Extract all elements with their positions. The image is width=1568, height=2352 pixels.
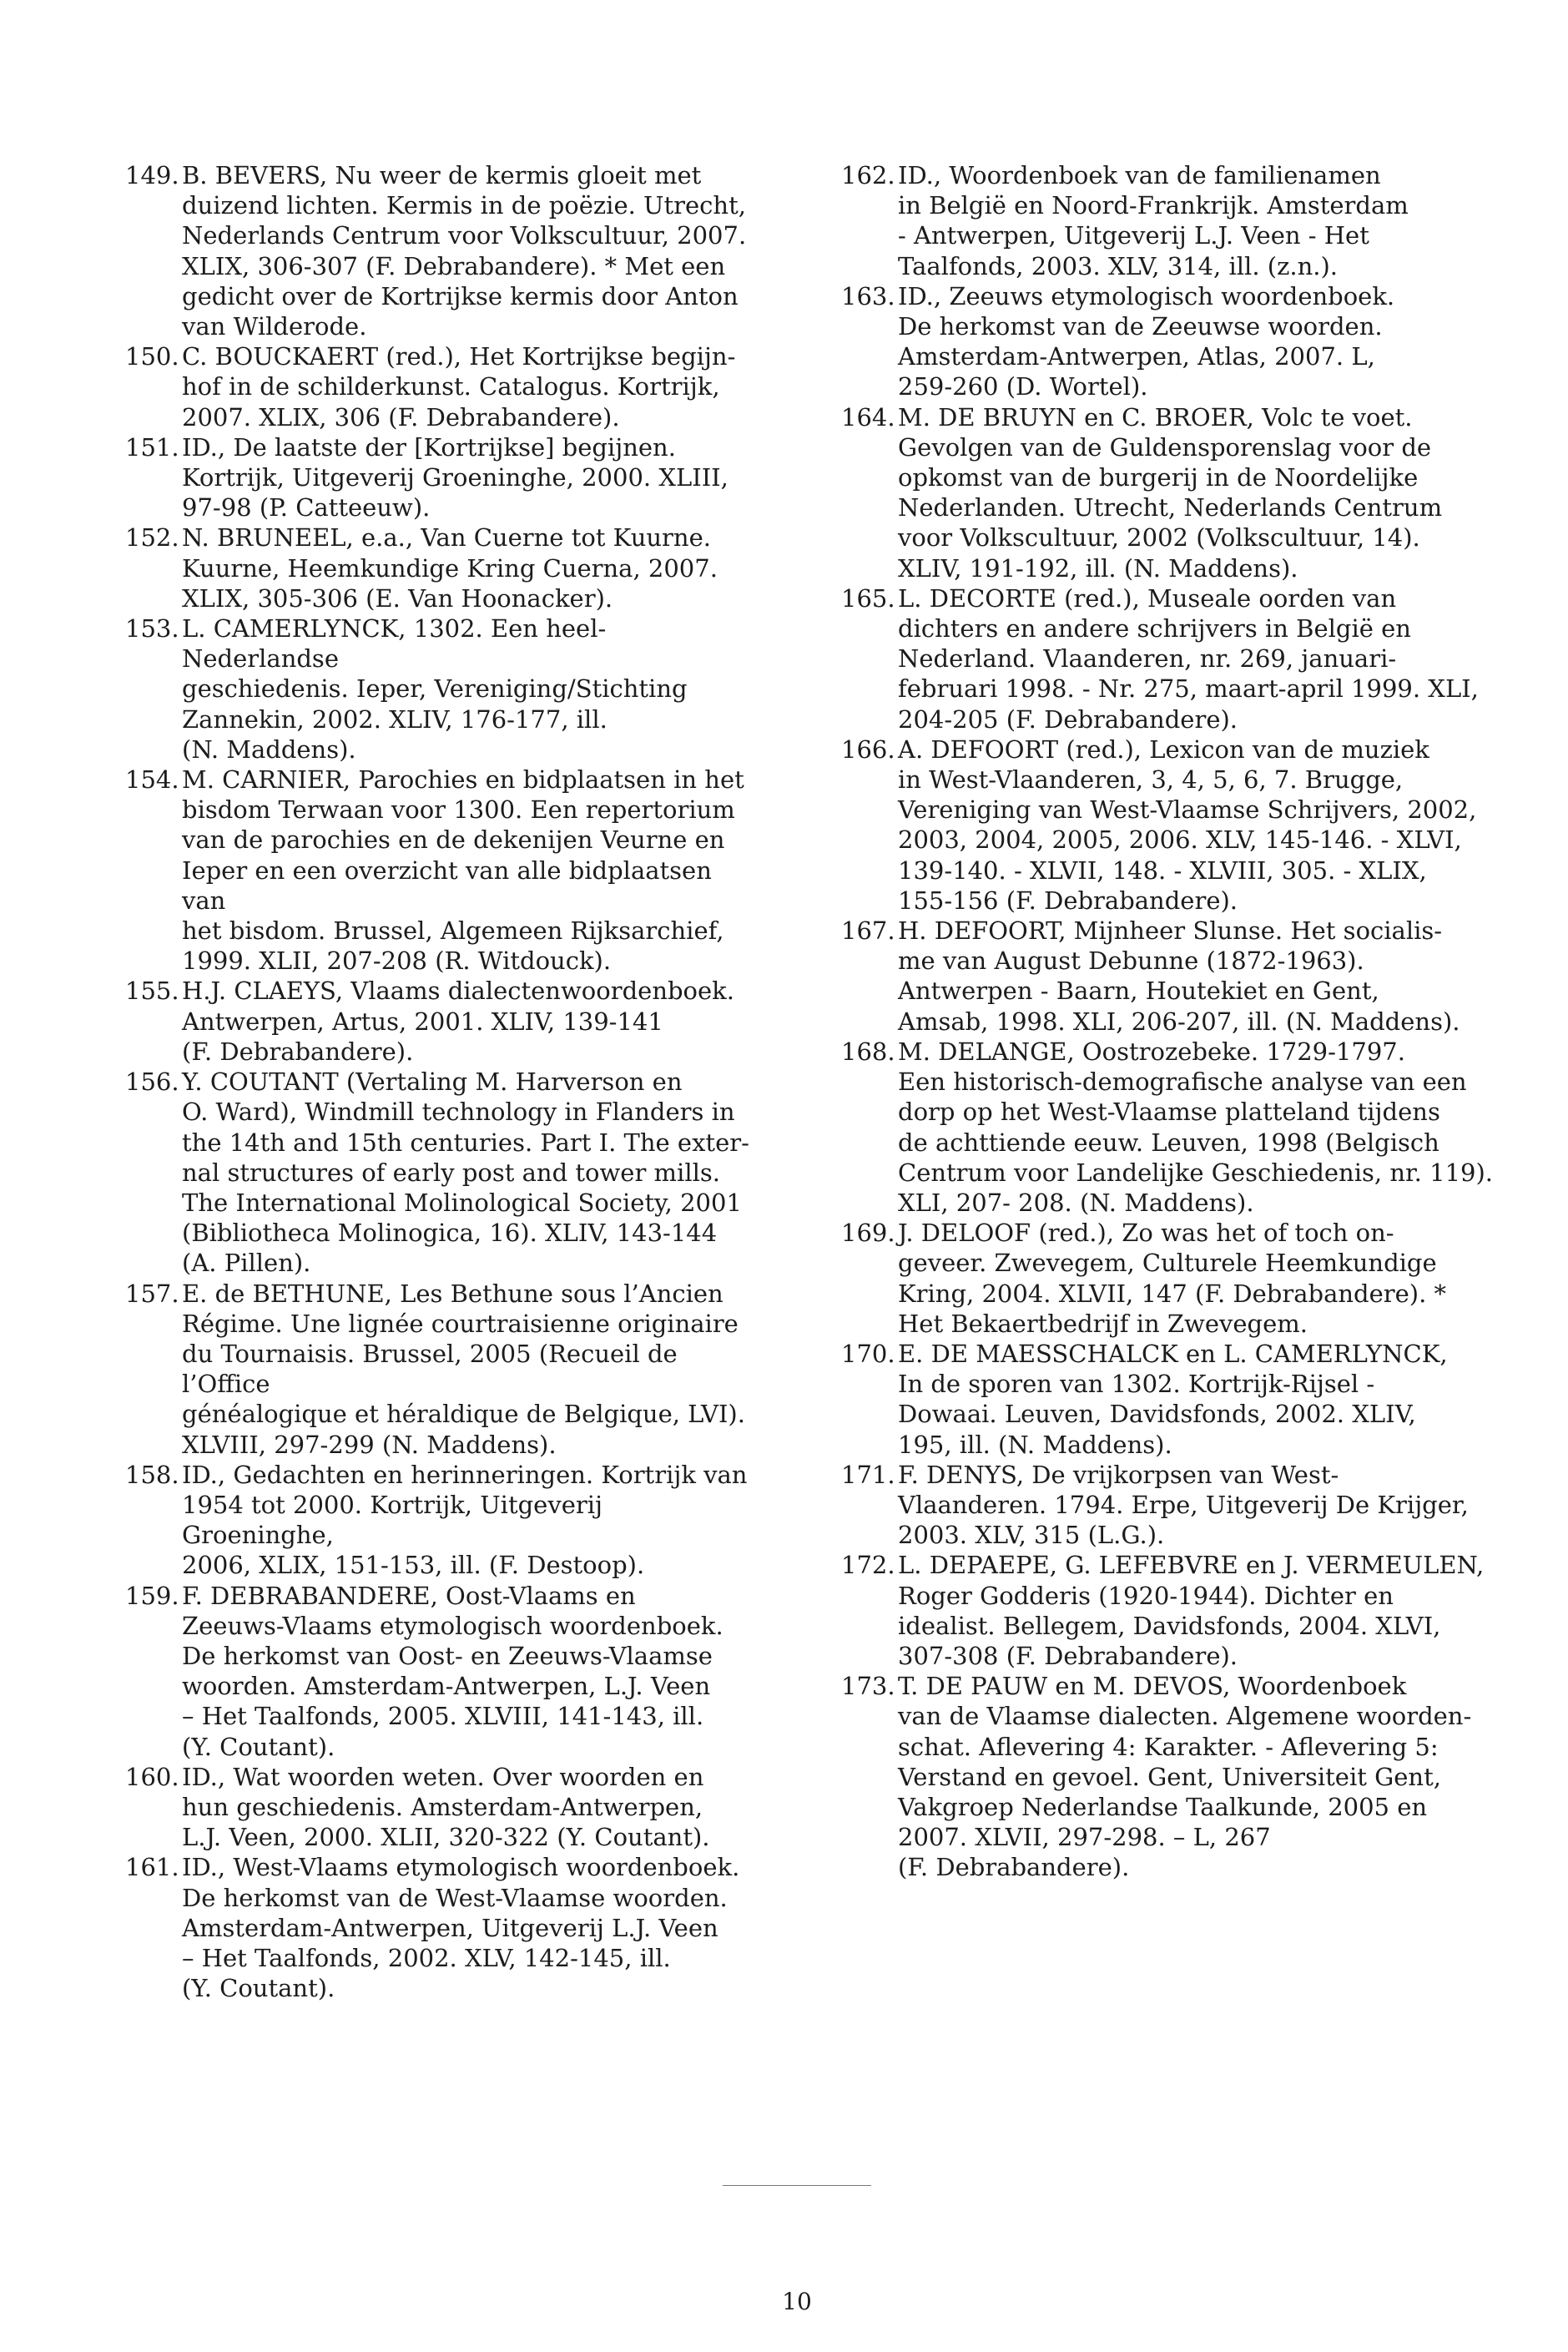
entry-line: 139-140. - XLVII, 148. - XLVIII, 305. - XLIX,	[898, 856, 1427, 885]
entry-line: Amsterdam-Antwerpen, Atlas, 2007. L,	[898, 342, 1375, 371]
entry-text	[898, 402, 1496, 583]
entry-text	[182, 765, 759, 976]
entry-line: dorp op het West-Vlaamse platteland tijdens	[898, 1098, 1440, 1127]
bibliography-entry	[841, 1037, 1496, 1218]
bibliography-entry	[125, 613, 759, 765]
entry-line: Kortrijk, Uitgeverij Groeninghe, 2000. XLIII,	[182, 463, 729, 492]
entry-line: 204-205 (F. Debrabandere).	[898, 704, 1238, 734]
entry-text	[182, 1581, 759, 1762]
entry-line: XLI, 207- 208. (N. Maddens).	[898, 1188, 1254, 1217]
entry-line: Amsab, 1998. XLI, 206-207, ill. (N. Maddens).	[898, 1007, 1460, 1036]
entry-line: De herkomst van de West-Vlaamse woorden.	[182, 1883, 728, 1912]
entry-line: Régime. Une lignée courtraisienne originaire	[182, 1309, 739, 1338]
entry-number: 172.	[841, 1551, 895, 1580]
bibliography-entry	[125, 522, 759, 613]
entry-line: ID., De laatste der [Kortrijkse] begijnen.	[182, 432, 676, 462]
entry-line: idealist. Bellegem, Davidsfonds, 2004. XLVI,	[898, 1611, 1441, 1640]
entry-line: In de sporen van 1302. Kortrijk-Rijsel -	[898, 1370, 1375, 1399]
entry-line: the 14th and 15th centuries. Part I. The exter-	[182, 1128, 749, 1157]
entry-line: Kring, 2004. XLVII, 147 (F. Debrabandere). *	[898, 1279, 1447, 1308]
bibliography-entry	[841, 1218, 1496, 1339]
entry-number: 149.	[125, 161, 179, 189]
bibliography-entry	[841, 160, 1496, 281]
entry-line: van de parochies en de dekenijen Veurne en	[182, 825, 725, 855]
entry-line: J. DELOOF (red.), Zo was het of toch on-	[898, 1219, 1394, 1248]
entry-line: van de Vlaamse dialecten. Algemene woorden-	[898, 1702, 1472, 1731]
entry-text	[182, 341, 759, 432]
entry-line: Kuurne, Heemkundige Kring Cuerna, 2007.	[182, 553, 718, 583]
entry-text	[182, 1279, 759, 1460]
entry-line: 307-308 (F. Debrabandere).	[898, 1641, 1238, 1670]
entry-number: 159.	[125, 1581, 179, 1610]
entry-line: Dowaai. Leuven, Davidsfonds, 2002. XLIV,	[898, 1400, 1416, 1429]
entry-line: februari 1998. - Nr. 275, maart-april 1999. XLI,	[898, 674, 1479, 704]
entry-line: Het Bekaertbedrijf in Zwevegem.	[898, 1309, 1308, 1338]
entry-line: bisdom Terwaan voor 1300. Een repertorium	[182, 795, 735, 825]
entry-line: B. BEVERS, Nu weer de kermis gloeit met	[182, 161, 702, 189]
bibliography-entry	[125, 765, 759, 976]
entry-number: 169.	[841, 1219, 895, 1248]
entry-line: het bisdom. Brussel, Algemeen Rijksarchief,	[182, 916, 724, 946]
entry-line: – Het Taalfonds, 2002. XLV, 142-145, ill.	[182, 1943, 671, 1972]
entry-line: (F. Debrabandere).	[182, 1037, 414, 1066]
entry-line: Nederland. Vlaanderen, nr. 269, januari-	[898, 644, 1397, 674]
bibliography-entry	[841, 583, 1496, 734]
entry-line: in België en Noord-Frankrijk. Amsterdam	[898, 191, 1409, 220]
bibliography-entry	[125, 432, 759, 523]
entry-number: 155.	[125, 977, 179, 1006]
entry-line: hof in de schilderkunst. Catalogus. Kortrijk,	[182, 372, 720, 401]
bibliography-entry	[125, 1067, 759, 1278]
entry-number: 162.	[841, 161, 895, 189]
entry-line: woorden. Amsterdam-Antwerpen, L.J. Veen	[182, 1672, 711, 1701]
entry-line: schat. Aflevering 4: Karakter. - Aflevering 5:	[898, 1732, 1439, 1761]
entry-number: 157.	[125, 1279, 179, 1308]
entry-line: Zeeuws-Vlaams etymologisch woordenboek.	[182, 1611, 723, 1640]
entry-number: 153.	[125, 614, 179, 644]
entry-number: 151.	[125, 432, 179, 462]
entry-line: N. BRUNEEL, e.a., Van Cuerne tot Kuurne.	[182, 523, 711, 553]
bibliography-entry	[841, 281, 1496, 402]
bibliography-entry	[125, 1852, 759, 2003]
bibliography-entry	[125, 1581, 759, 1762]
page-number: 10	[782, 2288, 812, 2315]
bibliography-entry	[125, 976, 759, 1067]
entry-line: (A. Pillen).	[182, 1249, 311, 1278]
entry-line: 2006, XLIX, 151-153, ill. (F. Destoop).	[182, 1551, 645, 1580]
entry-line: H.J. CLAEYS, Vlaams dialectenwoordenboek.	[182, 977, 734, 1006]
entry-line: geschiedenis. Ieper, Vereniging/Stichting	[182, 674, 688, 704]
entry-line: in West-Vlaanderen, 3, 4, 5, 6, 7. Brugge,	[898, 765, 1404, 795]
entry-number: 160.	[125, 1762, 179, 1791]
entry-line: (N. Maddens).	[182, 734, 356, 764]
entry-line: hun geschiedenis. Amsterdam-Antwerpen,	[182, 1792, 703, 1821]
bibliography-entry	[841, 1550, 1496, 1671]
entry-line: de achttiende eeuw. Leuven, 1998 (Belgisch	[898, 1128, 1439, 1157]
entry-line: 1954 tot 2000. Kortrijk, Uitgeverij Groeninghe,	[182, 1490, 603, 1550]
entry-line: The International Molinological Society, 2001	[182, 1188, 742, 1217]
entry-text	[898, 1037, 1496, 1218]
entry-line: Antwerpen, Artus, 2001. XLIV, 139-141	[182, 1007, 663, 1036]
entry-line: C. BOUCKAERT (red.), Het Kortrijkse begijn-	[182, 342, 736, 371]
bibliography-entry	[125, 1279, 759, 1460]
entry-number: 166.	[841, 734, 895, 764]
entry-line: ID., Zeeuws etymologisch woordenboek.	[898, 281, 1395, 310]
entry-number: 163.	[841, 281, 895, 310]
entry-line: 195, ill. (N. Maddens).	[898, 1430, 1172, 1459]
entry-line: opkomst van de burgerij in de Noordelijke	[898, 463, 1419, 492]
entry-line: geveer. Zwevegem, Culturele Heemkundige	[898, 1249, 1437, 1278]
entry-text	[182, 1852, 759, 2003]
entry-line: Nederlanden. Utrecht, Nederlands Centrum	[898, 493, 1443, 522]
entry-text	[182, 522, 759, 613]
entry-line: gedicht over de Kortrijkse kermis door Anton	[182, 281, 739, 310]
entry-line: Centrum voor Landelijke Geschiedenis, nr. 119).	[898, 1158, 1494, 1187]
entry-line: 2003, 2004, 2005, 2006. XLV, 145-146. - XLVI,	[898, 825, 1462, 855]
entry-line: duizend lichten. Kermis in de poëzie. Utrecht,	[182, 191, 746, 220]
entry-text	[898, 160, 1496, 281]
entry-line: voor Volkscultuur, 2002 (Volkscultuur, 14).	[898, 523, 1420, 553]
entry-number: 150.	[125, 342, 179, 371]
entry-line: – Het Taalfonds, 2005. XLVIII, 141-143, ill.	[182, 1702, 704, 1731]
entry-line: Zannekin, 2002. XLIV, 176-177, ill.	[182, 704, 608, 734]
entry-number: 171.	[841, 1460, 895, 1489]
bibliography-entry	[125, 1762, 759, 1853]
entry-line: généalogique et héraldique de Belgique, LVI).	[182, 1400, 745, 1429]
entry-line: Vereniging van West-Vlaamse Schrijvers, 2002,	[898, 795, 1477, 825]
entry-number: 156.	[125, 1067, 179, 1097]
bibliography-entry	[841, 1339, 1496, 1460]
entry-text	[898, 916, 1496, 1037]
entry-line: Gevolgen van de Guldensporenslag voor de	[898, 432, 1432, 462]
entry-line: Amsterdam-Antwerpen, Uitgeverij L.J. Veen	[182, 1913, 718, 1942]
entry-line: ID., Gedachten en herinneringen. Kortrijk van	[182, 1460, 748, 1489]
entry-number: 173.	[841, 1672, 895, 1701]
entry-text	[898, 1671, 1496, 1882]
entry-line: De herkomst van de Zeeuwse woorden.	[898, 312, 1383, 341]
entry-number: 168.	[841, 1037, 895, 1066]
bibliography-entry	[841, 402, 1496, 583]
footer-divider	[723, 2185, 871, 2186]
entry-line: Verstand en gevoel. Gent, Universiteit Gent,	[898, 1762, 1441, 1791]
entry-line: H. DEFOORT, Mijnheer Slunse. Het socialis-	[898, 916, 1443, 946]
entry-line: E. DE MAESSCHALCK en L. CAMERLYNCK,	[898, 1339, 1448, 1368]
entry-line: A. DEFOORT (red.), Lexicon van de muziek	[898, 734, 1429, 764]
entry-line: M. DELANGE, Oostrozebeke. 1729-1797.	[898, 1037, 1405, 1066]
entry-line: Nederlands Centrum voor Volkscultuur, 2007.	[182, 221, 747, 250]
entry-line: Een historisch-demografische analyse van een	[898, 1067, 1467, 1097]
entry-line: me van August Debunne (1872-1963).	[898, 946, 1364, 976]
entry-number: 161.	[125, 1853, 179, 1882]
entry-number: 170.	[841, 1339, 895, 1368]
entry-line: (F. Debrabandere).	[898, 1853, 1130, 1882]
entry-line: 97-98 (P. Catteeuw).	[182, 493, 431, 522]
entry-line: F. DEBRABANDERE, Oost-Vlaams en	[182, 1581, 636, 1610]
entry-line: Taalfonds, 2003. XLV, 314, ill. (z.n.).	[898, 251, 1338, 280]
entry-line: (Y. Coutant).	[182, 1974, 335, 2003]
bibliography-entry	[841, 916, 1496, 1037]
entry-line: L. DECORTE (red.), Museale oorden van	[898, 583, 1397, 613]
entry-line: XLIV, 191-192, ill. (N. Maddens).	[898, 553, 1298, 583]
entry-line: du Tournaisis. Brussel, 2005 (Recueil de l’Office	[182, 1339, 678, 1399]
entry-number: 164.	[841, 402, 895, 432]
bibliography-entry	[841, 1671, 1496, 1882]
bibliography-entry	[841, 734, 1496, 916]
entry-line: ID., Woordenboek van de familienamen	[898, 161, 1381, 189]
entry-line: Roger Godderis (1920-1944). Dichter en	[898, 1581, 1394, 1610]
entry-text	[898, 583, 1496, 734]
entry-text	[898, 1460, 1496, 1551]
entry-line: 2007. XLIX, 306 (F. Debrabandere).	[182, 402, 620, 432]
entry-line: E. de BETHUNE, Les Bethune sous l’Ancien	[182, 1279, 723, 1308]
entry-line: dichters en andere schrijvers in België en	[898, 614, 1411, 644]
entry-line: 259-260 (D. Wortel).	[898, 372, 1148, 401]
entry-number: 167.	[841, 916, 895, 946]
entry-line: Antwerpen - Baarn, Houtekiet en Gent,	[898, 977, 1379, 1006]
bibliography-entry	[841, 1460, 1496, 1551]
entry-line: M. CARNIER, Parochies en bidplaatsen in het	[182, 765, 744, 795]
entry-number: 165.	[841, 583, 895, 613]
entry-line: nal structures of early post and tower mills.	[182, 1158, 720, 1187]
entry-line: (Y. Coutant).	[182, 1732, 335, 1761]
entry-line: 2003. XLV, 315 (L.G.).	[898, 1521, 1165, 1550]
left-column	[125, 160, 759, 2003]
entry-line: 155-156 (F. Debrabandere).	[898, 886, 1238, 915]
entry-line: L. CAMERLYNCK, 1302. Een heel-Nederlandse	[182, 614, 607, 674]
entry-line: Y. COUTANT (Vertaling M. Harverson en	[182, 1067, 683, 1097]
entry-line: F. DENYS, De vrijkorpsen van West-	[898, 1460, 1339, 1489]
entry-line: Vakgroep Nederlandse Taalkunde, 2005 en	[898, 1792, 1428, 1821]
entry-line: Ieper en een overzicht van alle bidplaatsen van	[182, 856, 712, 915]
entry-line: XLVIII, 297-299 (N. Maddens).	[182, 1430, 557, 1459]
entry-text	[898, 1550, 1496, 1671]
entry-number: 154.	[125, 765, 179, 795]
entry-line: van Wilderode.	[182, 312, 367, 341]
entry-text	[898, 281, 1496, 402]
entry-text	[182, 976, 759, 1067]
entry-number: 152.	[125, 523, 179, 553]
entry-text	[182, 432, 759, 523]
entry-text	[898, 734, 1496, 916]
entry-text	[182, 1067, 759, 1278]
entry-line: L.J. Veen, 2000. XLII, 320-322 (Y. Coutant).	[182, 1823, 710, 1852]
entry-line: XLIX, 305-306 (E. Van Hoonacker).	[182, 583, 613, 613]
entry-text	[182, 1762, 759, 1853]
entry-line: O. Ward), Windmill technology in Flanders in	[182, 1098, 735, 1127]
bibliography-entry	[125, 160, 759, 341]
bibliography-entry	[125, 1460, 759, 1581]
entry-line: (Bibliotheca Molinogica, 16). XLIV, 143-144	[182, 1219, 718, 1248]
entry-line: T. DE PAUW en M. DEVOS, Woordenboek	[898, 1672, 1407, 1701]
entry-line: 2007. XLVII, 297-298. – L, 267	[898, 1823, 1271, 1852]
entry-text	[182, 613, 759, 765]
entry-line: ID., West-Vlaams etymologisch woordenboek.	[182, 1853, 740, 1882]
entry-text	[182, 160, 759, 341]
entry-line: De herkomst van Oost- en Zeeuws-Vlaamse	[182, 1641, 713, 1670]
entry-line: ID., Wat woorden weten. Over woorden en	[182, 1762, 704, 1791]
entry-line: L. DEPAEPE, G. LEFEBVRE en J. VERMEULEN,	[898, 1551, 1485, 1580]
entry-text	[898, 1218, 1496, 1339]
entry-line: Vlaanderen. 1794. Erpe, Uitgeverij De Krijger,	[898, 1490, 1469, 1519]
entry-line: - Antwerpen, Uitgeverij L.J. Veen - Het	[898, 221, 1369, 250]
entry-line: M. DE BRUYN en C. BROER, Volc te voet.	[898, 402, 1413, 432]
right-column	[841, 160, 1496, 1883]
entry-line: XLIX, 306-307 (F. Debrabandere). * Met een	[182, 251, 726, 280]
entry-line: 1999. XLII, 207-208 (R. Witdouck).	[182, 946, 612, 976]
entry-number: 158.	[125, 1460, 179, 1489]
entry-text	[898, 1339, 1496, 1460]
entry-text	[182, 1460, 759, 1581]
bibliography-entry	[125, 341, 759, 432]
